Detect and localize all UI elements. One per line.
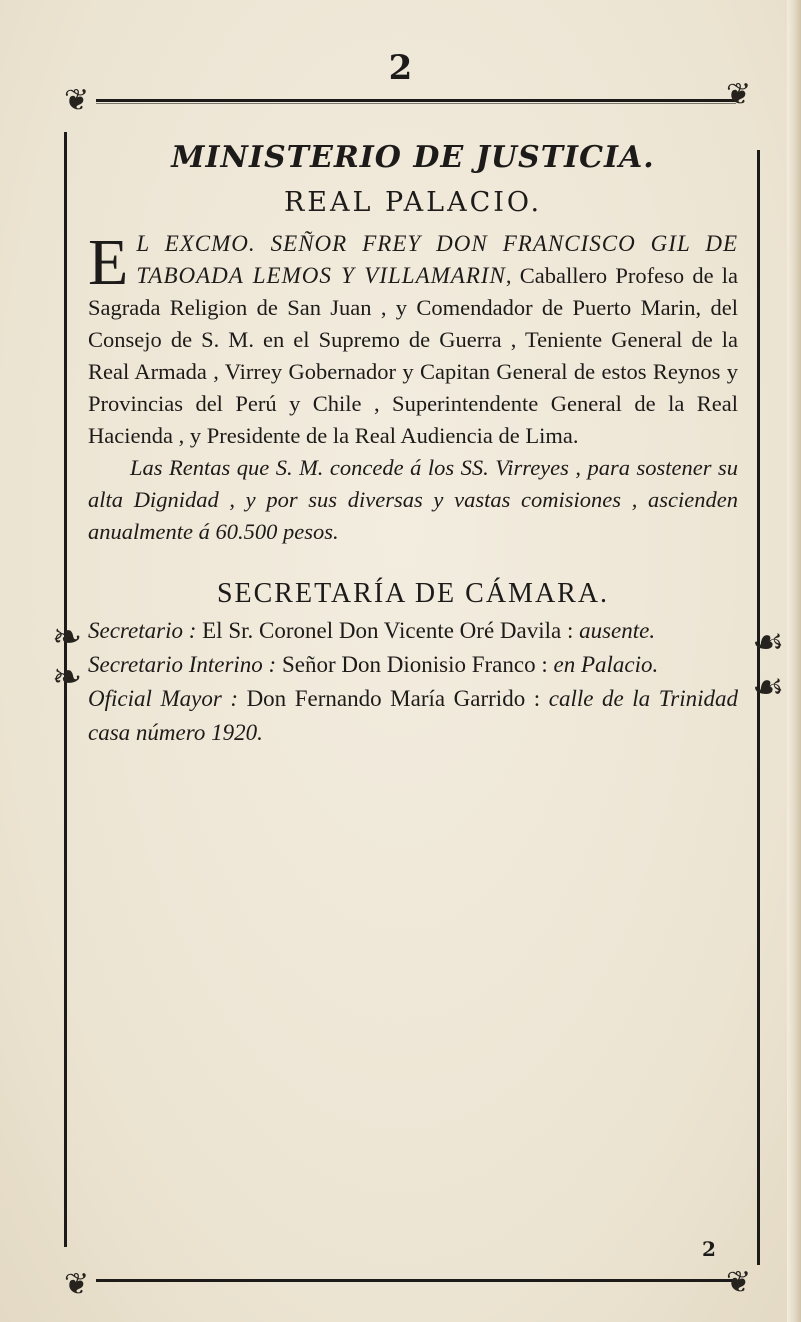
entry-role: Oficial Mayor : — [88, 686, 238, 711]
corner-ornament-icon: ❦ — [64, 83, 90, 118]
top-rule-thin — [96, 103, 736, 104]
page-edge — [787, 0, 801, 1322]
entry-text: Señor Don Dionisio Franco : — [276, 652, 554, 677]
entry-role: Secretario Interino : — [88, 652, 277, 677]
corner-ornament-icon: ❦ — [64, 1267, 90, 1302]
entry-text: Don Fernando María Garrido : — [238, 686, 549, 711]
entry-role: Secretario : — [88, 618, 197, 643]
text-block — [88, 130, 738, 750]
side-ornament-icon: ❧ — [52, 617, 83, 658]
viceroy-name: L EXCMO. SEÑOR FREY DON FRANCISCO GIL DE TABOADA LEMOS Y VILLAMARIN — [136, 231, 738, 288]
side-ornament-icon: ❧ — [52, 657, 83, 698]
entry-secretario-interino — [88, 648, 738, 682]
entry-text: El Sr. Coronel Don Vicente Oré Davila : — [196, 618, 580, 643]
entry-status: en Palacio. — [553, 652, 659, 677]
palace-heading: REAL PALACIO. — [283, 187, 543, 218]
intro-paragraph — [88, 228, 738, 452]
side-ornament-icon: ☙ — [752, 622, 785, 663]
entry-status: calle de la Trinidad casa número 1920. — [88, 686, 738, 745]
viceroy-titles: , Caballero Profeso de la Sagrada Religion de San Juan , y Comendador de Puerto Marin, del Consejo de S. M. en el Supremo de Guerra , Teniente General de la Real Armada , Virrey Gobernador y Capitan General de estos Reynos y Provincias del Perú y Chile , Superintendente General de la Real Hacienda , y Presidente de la Real Audiencia de Lima. — [88, 263, 738, 448]
signature-mark: 2 — [702, 1237, 716, 1261]
rentas-paragraph: Las Rentas que S. M. concede á los SS. Virreyes , para sostener su alta Dignidad , y por sus diversas y vastas comisiones , ascienden anualmente á 60.500 pesos. — [88, 455, 738, 544]
entry-secretario — [88, 614, 738, 648]
entry-oficial-mayor — [88, 682, 738, 750]
top-rule — [96, 99, 736, 102]
page-number: 2 — [388, 48, 413, 88]
entry-status: ausente. — [579, 618, 656, 643]
dropcap: E — [88, 226, 129, 299]
section-title: SECRETARÍA DE CÁMARA. — [216, 578, 610, 609]
side-ornament-icon: ☙ — [752, 667, 785, 708]
corner-ornament-icon: ❦ — [726, 77, 752, 112]
corner-ornament-icon: ❦ — [726, 1265, 752, 1300]
ministry-heading: MINISTERIO DE JUSTICIA. — [171, 140, 655, 175]
bottom-rule — [96, 1279, 736, 1282]
